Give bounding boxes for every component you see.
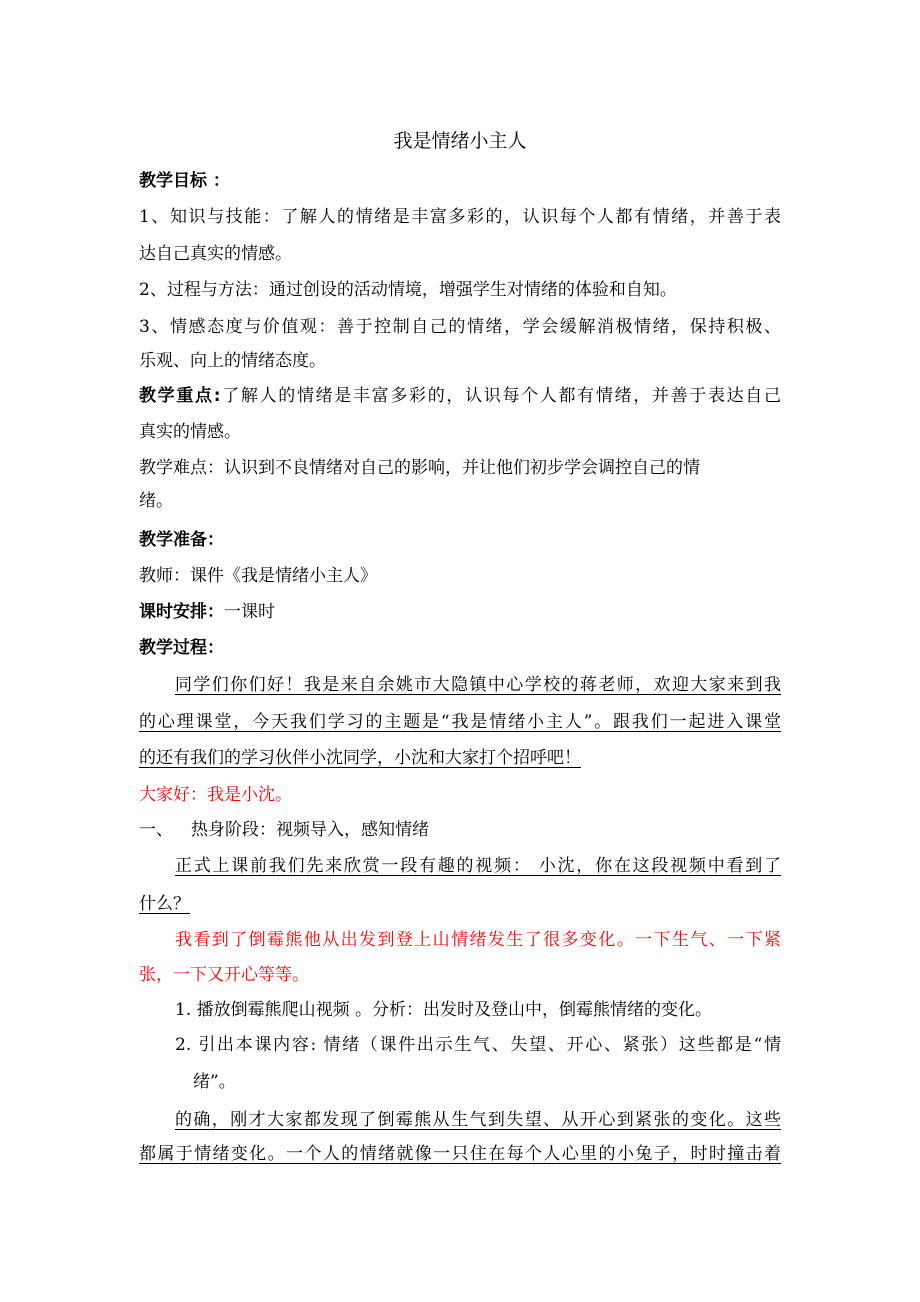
key-point-line-2: 真实的情感。 (139, 422, 241, 442)
section-1-title: 热身阶段：视频导入，感知情绪 (191, 820, 429, 840)
key-point-line-1 (139, 385, 781, 407)
section-1-heading (139, 819, 781, 841)
difficulty-line-2: 绪。 (139, 491, 173, 511)
student-reply: 大家好：我是小沈。 (139, 785, 292, 805)
step-2-line-2: 绪”。 (193, 1072, 236, 1092)
section-1-number: 一、 (139, 820, 173, 840)
summary-line-2: 都属于情绪变化。一个人的情绪就像一只住在每个人心里的小兔子，时时撞击着 (139, 1144, 781, 1164)
step-2-line-1: 2. 引出本课内容: 情绪（课件出示生气、失望、开心、紧张）这些都是“情 (175, 1035, 781, 1055)
difficulty-line-1: 教学难点：认识到不良情绪对自己的影响，并让他们初步学会调控自己的情 (139, 458, 700, 478)
intro-line-2: 的心理课堂，今天我们学习的主题是“我是情绪小主人”。跟我们一起进入课堂 (139, 712, 781, 732)
step-1: 1. 播放倒霉熊爬山视频 。分析：出发时及登山中，倒霉熊情绪的变化。 (175, 1000, 713, 1020)
answer-line-2: 张，一下又开心等等。 (139, 965, 309, 985)
intro-line-1: 同学们你们好！我是来自余姚市大隐镇中心学校的蒋老师，欢迎大家来到我 (175, 675, 781, 695)
preparation-text: 教师：课件《我是情绪小主人》 (139, 566, 377, 586)
key-point-label: 教学重点: (139, 386, 221, 406)
objective-1-line-1: 1、知识与技能：了解人的情绪是丰富多彩的，认识每个人都有情绪，并善于表 (139, 207, 781, 227)
answer-line-1: 我看到了倒霉熊他从出发到登上山情绪发生了很多变化。一下生气、一下紧 (175, 930, 781, 950)
intro-line-3: 的还有我们的学习伙伴小沈同学，小沈和大家打个招呼吧！ (139, 748, 581, 768)
schedule-text: 一课时 (224, 602, 275, 622)
question-line-2: 什么？ (139, 894, 190, 914)
preparation-heading: 教学准备： (139, 530, 224, 550)
key-point-text: 了解人的情绪是丰富多彩的，认识每个人都有情绪，并善于表达自己 (220, 386, 781, 406)
objectives-heading: 教学目标 ： (139, 171, 230, 191)
summary-line-1: 的确，刚才大家都发现了倒霉熊从生气到失望、从开心到紧张的变化。这些 (175, 1110, 781, 1130)
objective-2: 2、过程与方法：通过创设的活动情境，增强学生对情绪的体验和自知。 (139, 280, 677, 300)
objective-1-line-2: 达自己真实的情感。 (139, 244, 292, 264)
process-heading: 教学过程： (139, 638, 224, 658)
document-title: 我是情绪小主人 (393, 130, 527, 152)
schedule-label: 课时安排： (139, 602, 224, 622)
schedule-line (139, 601, 781, 623)
question-line-1: 正式上课前我们先来欣赏一段有趣的视频： 小沈，你在这段视频中看到了 (175, 856, 781, 876)
objective-3-line-1: 3、情感态度与价值观：善于控制自己的情绪，学会缓解消极情绪，保持积极、 (139, 317, 781, 337)
objective-3-line-2: 乐观、向上的情绪态度。 (139, 351, 326, 371)
